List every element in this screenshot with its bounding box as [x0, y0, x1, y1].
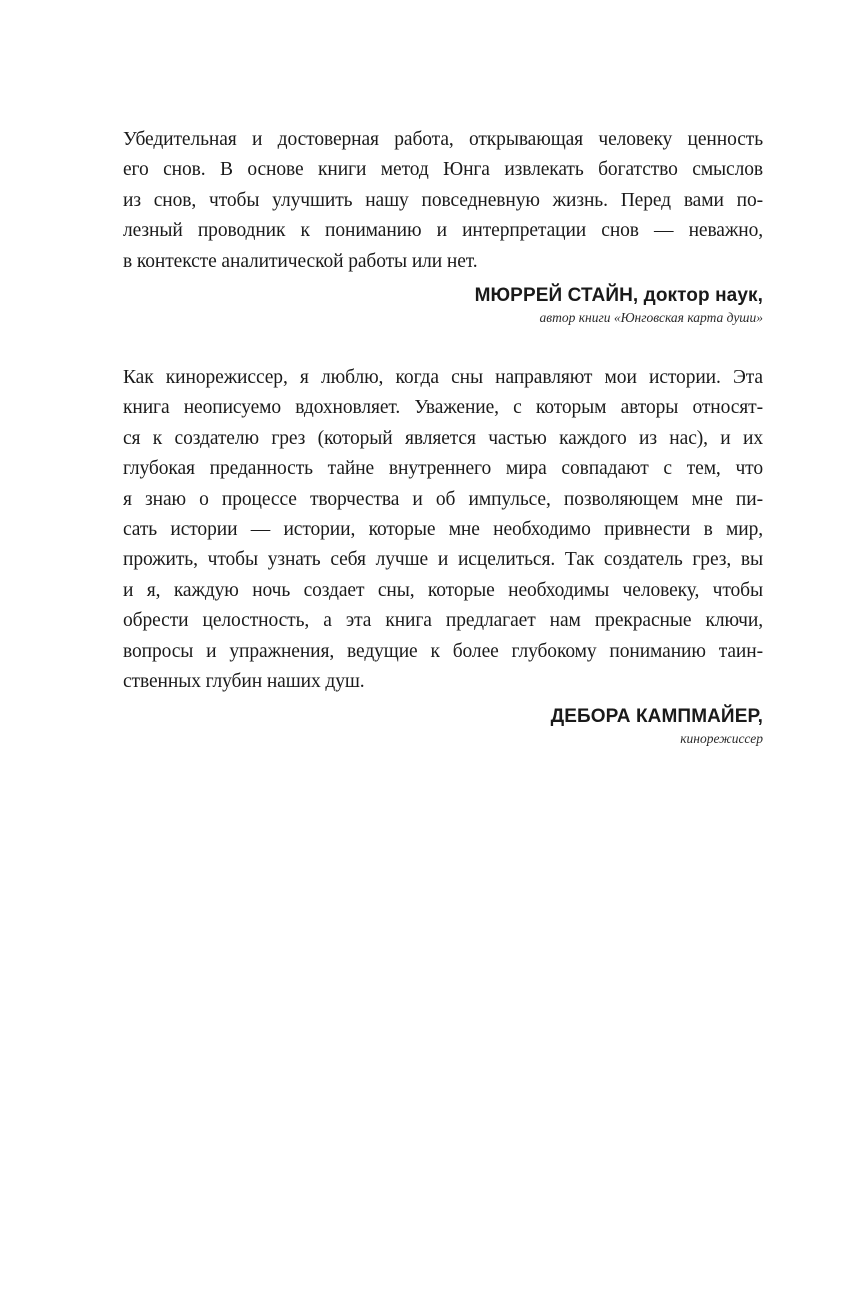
author-line — [123, 283, 763, 309]
testimonial-stein — [123, 125, 763, 327]
text-line: прожить, чтобы узнать себя лучше и исцелиться. Так создатель грез, вы — [123, 549, 763, 571]
testimonial-text — [123, 363, 763, 697]
text-line: ся к создателю грез (который является частью каждого из нас), и их — [123, 427, 763, 449]
author-line — [123, 704, 763, 730]
page-content — [123, 125, 763, 748]
text-line: Убедительная и достоверная работа, открывающая человеку ценность — [123, 129, 763, 150]
text-line: и я, каждую ночь создает сны, которые необходимы человеку, чтобы — [123, 579, 763, 601]
text-line: обрести целостность, а эта книга предлагает нам прекрасные ключи, — [123, 610, 763, 632]
testimonial-kampmeier — [123, 363, 763, 747]
text-line: вопросы и упражнения, ведущие к более глубокому пониманию таин- — [123, 640, 763, 662]
text-line: я знаю о процессе творчества и об импульсе, позволяющем мне пи- — [123, 488, 763, 510]
author-name: МЮРРЕЙ СТАЙН, — [474, 285, 639, 307]
text-line: его снов. В основе книги метод Юнга извлекать богатство смыслов — [123, 159, 763, 181]
text-line-last: в контексте аналитической работы или нет. — [123, 250, 478, 272]
text-line: книга неописуемо вдохновляет. Уважение, с которым авторы относят- — [123, 397, 763, 419]
author-name: ДЕБОРА КАМПМАЙЕР, — [550, 705, 763, 727]
text-line-last: ственных глубин наших душ. — [123, 671, 365, 693]
text-line: лезный проводник к пониманию и интерпретации снов — неважно, — [123, 220, 763, 242]
attribution — [123, 704, 763, 748]
testimonial-text — [123, 125, 763, 277]
text-line: Как кинорежиссер, я люблю, когда сны направляют мои истории. Эта — [123, 367, 763, 389]
attribution — [123, 283, 763, 327]
text-line: из снов, чтобы улучшить нашу повседневную жизнь. Перед вами по- — [123, 189, 763, 211]
author-description: кинорежиссер — [680, 730, 763, 746]
author-title: доктор наук, — [643, 285, 763, 307]
author-description: автор книги «Юнговская карта души» — [539, 310, 763, 326]
text-line: сать истории — истории, которые мне необходимо привнести в мир, — [123, 519, 763, 541]
text-line: глубокая преданность тайне внутреннего мира совпадают с тем, что — [123, 458, 763, 480]
